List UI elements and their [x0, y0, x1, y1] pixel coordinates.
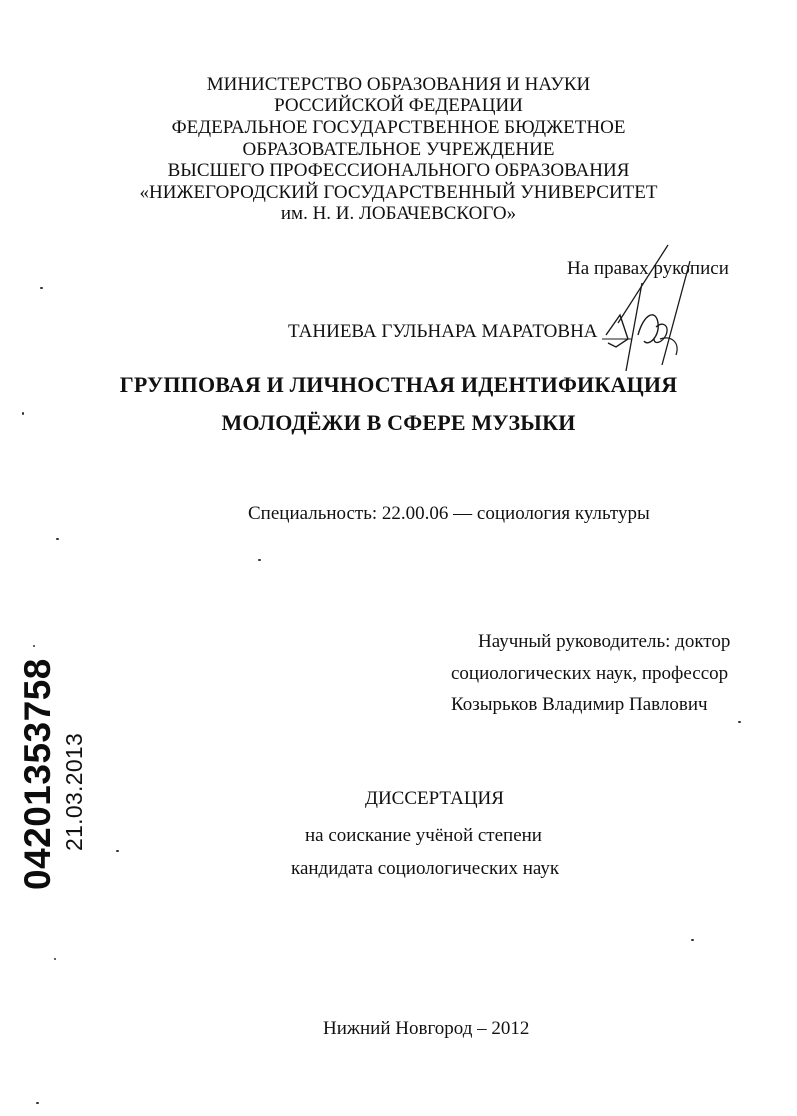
author-name: ТАНИЕВА ГУЛЬНАРА МАРАТОВНА: [288, 321, 598, 342]
header-line-institution: ОБРАЗОВАТЕЛЬНОЕ УЧРЕЖДЕНИЕ: [242, 139, 555, 160]
scan-speck: [40, 287, 43, 289]
manuscript-note: На правах рукописи: [567, 258, 729, 279]
scan-speck: [738, 721, 741, 723]
dissertation-title-line-1: ГРУППОВАЯ И ЛИЧНОСТНАЯ ИДЕНТИФИКАЦИЯ: [119, 372, 678, 397]
degree-line-1: на соискание учёной степени: [305, 825, 542, 846]
header-line-federal: ФЕДЕРАЛЬНОЕ ГОСУДАРСТВЕННОЕ БЮДЖЕТНОЕ: [171, 117, 626, 138]
dissertation-title-line-2: МОЛОДЁЖИ В СФЕРЕ МУЗЫКИ: [221, 410, 576, 435]
stamp-number: 04201353758: [17, 658, 58, 890]
header-line-federation: РОССИЙСКОЙ ФЕДЕРАЦИИ: [274, 95, 523, 116]
supervisor-name: Козырьков Владимир Павлович: [451, 694, 708, 715]
supervisor-line-1: Научный руководитель: доктор: [478, 631, 731, 652]
place-year: Нижний Новгород – 2012: [323, 1018, 530, 1039]
scan-speck: [36, 1102, 39, 1104]
header-line-higher-education: ВЫСШЕГО ПРОФЕССИОНАЛЬНОГО ОБРАЗОВАНИЯ: [167, 160, 630, 181]
header-line-university: «НИЖЕГОРОДСКИЙ ГОСУДАРСТВЕННЫЙ УНИВЕРСИТЕТ: [139, 182, 658, 203]
degree-line-2: кандидата социологических наук: [291, 858, 560, 879]
scan-speck: [56, 538, 59, 540]
scan-speck: [33, 645, 35, 647]
header-line-ministry: МИНИСТЕРСТВО ОБРАЗОВАНИЯ И НАУКИ: [206, 74, 591, 95]
dissertation-label: ДИССЕРТАЦИЯ: [365, 788, 504, 809]
signature-icon: [598, 243, 708, 378]
specialty: Специальность: 22.00.06 — социология культуры: [248, 503, 650, 524]
header-line-lobachevsky: им. Н. И. ЛОБАЧЕВСКОГО»: [280, 203, 517, 224]
scan-speck: [258, 559, 261, 561]
scan-speck: [116, 850, 119, 852]
supervisor-line-2: социологических наук, профессор: [451, 663, 729, 684]
scan-speck: [691, 939, 694, 941]
stamp-date: 21.03.2013: [61, 732, 87, 851]
scan-speck: [54, 958, 56, 960]
scan-speck: [22, 412, 24, 415]
